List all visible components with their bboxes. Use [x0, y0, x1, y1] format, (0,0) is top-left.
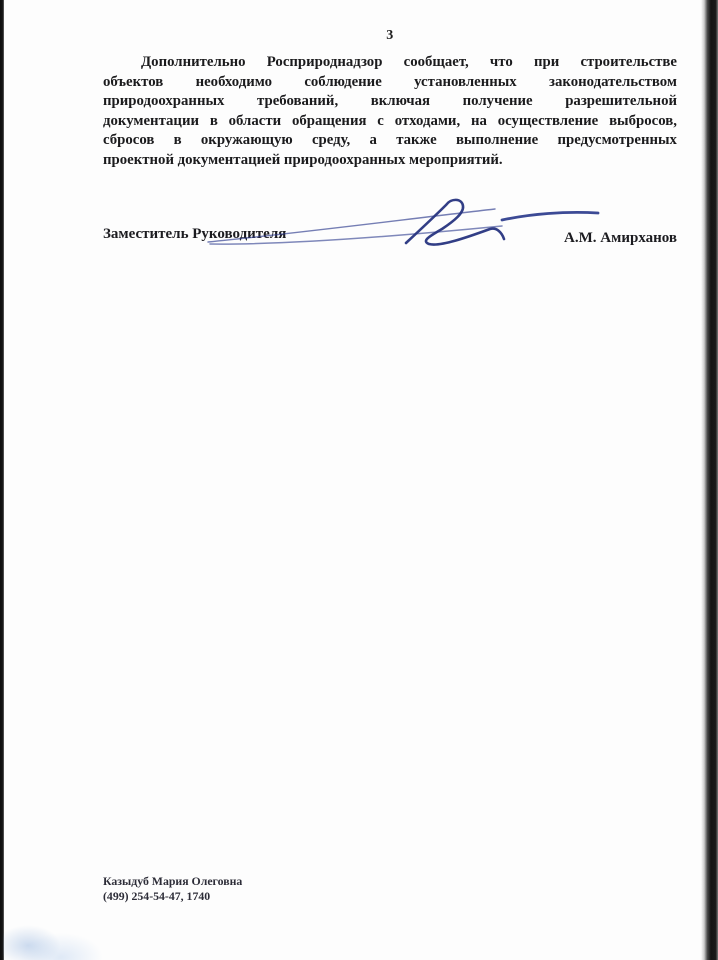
- paragraph-line: объектов необходимо соблюдение установленных законодательством: [103, 73, 677, 90]
- handwritten-signature-ink: [200, 185, 610, 265]
- scan-edge-right: [701, 0, 718, 960]
- signature-block: [103, 226, 677, 247]
- signer-name: А.М. Амирханов: [564, 230, 677, 246]
- paragraph-line: Дополнительно Росприроднадзор сообщает, что при строительстве: [141, 54, 677, 70]
- page-number: 3: [386, 28, 394, 43]
- footer-contact: [103, 874, 242, 904]
- paragraph-line: природоохранных требований, включая получение разрешительной: [103, 93, 677, 109]
- paragraph-line: сбросов в окружающую среду, а также выполнение предусмотренных: [103, 132, 677, 148]
- paragraph-line: документации в области обращения с отходами, на осуществление выбросов,: [103, 112, 677, 129]
- signature-stroke: [502, 212, 598, 220]
- scan-edge-left: [0, 0, 4, 960]
- signer-position-title: Заместитель Руководителя: [103, 226, 287, 242]
- contact-name: Казыдуб Мария Олеговна: [103, 874, 243, 888]
- body-paragraph: [103, 54, 677, 171]
- scan-smudge: [3, 908, 103, 960]
- paragraph-line: проектной документацией природоохранных мероприятий.: [103, 151, 503, 168]
- contact-phone: (499) 254-54-47, 1740: [103, 889, 211, 903]
